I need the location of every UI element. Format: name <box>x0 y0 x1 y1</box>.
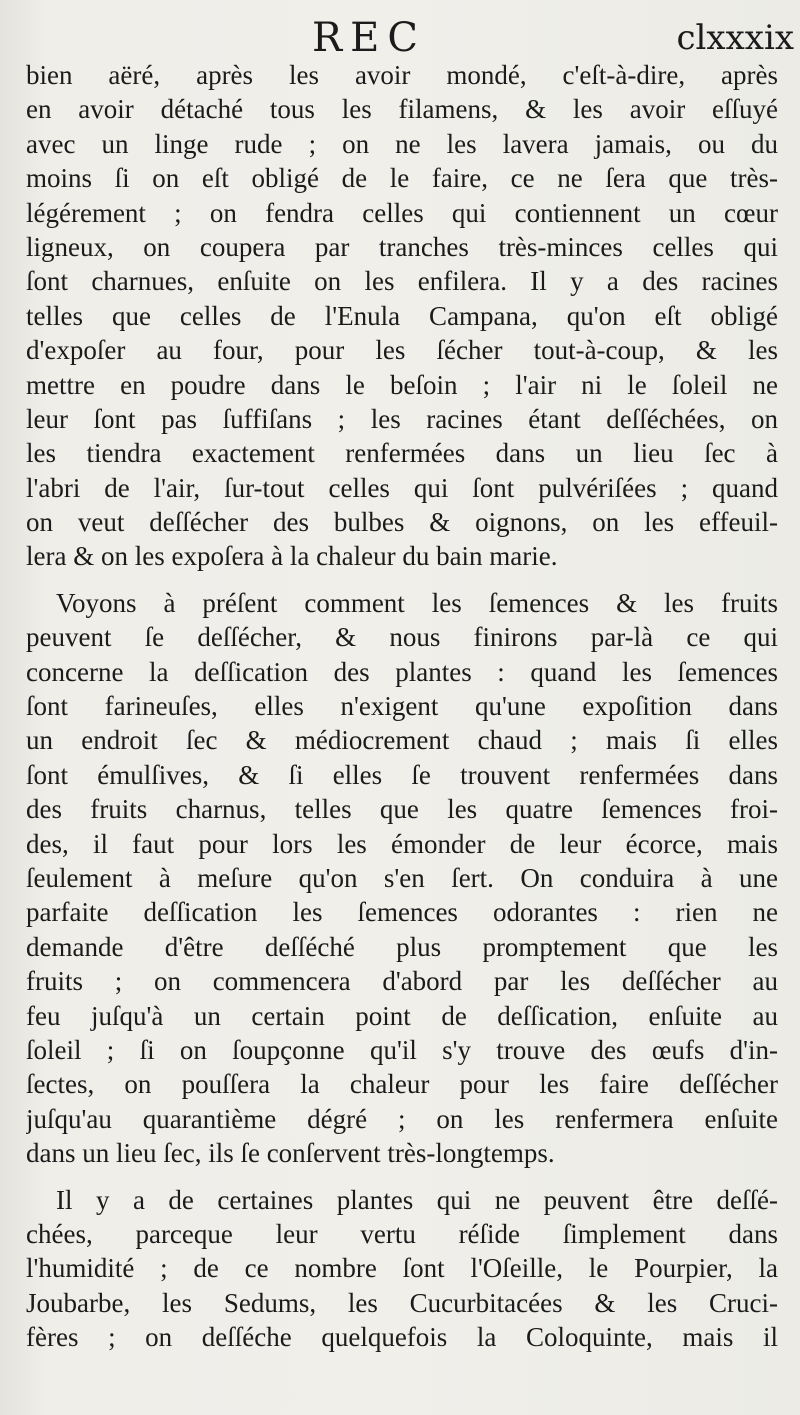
text-line: lera & on les expoſera à la chaleur du bain marie. <box>26 541 558 572</box>
text-line: légérement ; on fendra celles qui contiennent un cœur <box>26 197 778 228</box>
text-line: les tiendra exactement renfermées dans un lieu ſec à <box>26 438 778 469</box>
text-line: l'humidité ; de ce nombre ſont l'Oſeille, le Pourpier, la <box>26 1253 778 1284</box>
text-line: parfaite deſſication les ſemences odorantes : rien ne <box>26 897 778 928</box>
text-line: mettre en poudre dans le beſoin ; l'air ni le ſoleil ne <box>26 369 778 400</box>
text-line: dans un lieu ſec, ils ſe conſervent très-longtemps. <box>26 1138 555 1169</box>
text-line: des fruits charnus, telles que les quatre ſemences froi- <box>26 794 778 825</box>
page-number: clxxxix <box>676 18 794 58</box>
text-line: on veut deſſécher des bulbes & oignons, on les effeuil- <box>26 507 778 538</box>
text-line: ſoleil ; ſi on ſoupçonne qu'il s'y trouve des œufs d'in- <box>26 1034 778 1065</box>
text-line: ſont charnues, enſuite on les enfilera. Il y a des racines <box>26 266 778 297</box>
paragraph <box>26 58 778 574</box>
text-line: l'abri de l'air, ſur-tout celles qui ſont pulvériſées ; quand <box>26 472 778 503</box>
text-line: moins ſi on eſt obligé de le faire, ce ne ſera que très- <box>26 163 778 194</box>
text-line: chées, parceque leur vertu réſide ſimplement dans <box>26 1218 778 1249</box>
text-line: un endroit ſec & médiocrement chaud ; mais ſi elles <box>26 725 778 756</box>
text-line: avec un linge rude ; on ne les lavera jamais, ou du <box>26 128 778 159</box>
text-line: en avoir détaché tous les filamens, & les avoir eſſuyé <box>26 94 778 125</box>
paragraph-gap <box>26 574 778 586</box>
text-line: demande d'être deſſéché plus promptement que les <box>26 931 778 962</box>
page-header <box>0 10 800 60</box>
text-line: fruits ; on commencera d'abord par les deſſécher au <box>26 966 778 997</box>
text-line: peuvent ſe deſſécher, & nous finirons par-là ce qui <box>26 622 778 653</box>
text-line: Joubarbe, les Sedums, les Cucurbitacées & les Cruci- <box>26 1287 778 1318</box>
text-line: leur ſont pas ſuffiſans ; les racines étant deſſéchées, on <box>26 403 778 434</box>
running-head: REC <box>312 15 426 61</box>
text-line: des, il faut pour lors les émonder de leur écorce, mais <box>26 828 778 859</box>
text-line: ſectes, on pouſſera la chaleur pour les faire deſſécher <box>26 1069 778 1100</box>
text-line: concerne la deſſication des plantes : quand les ſemences <box>26 656 778 687</box>
text-line: ligneux, on coupera par tranches très-minces celles qui <box>26 231 778 262</box>
text-line: fères ; on deſſéche quelquefois la Coloquinte, mais il <box>26 1322 778 1353</box>
text-line: ſont farineuſes, elles n'exigent qu'une expoſition dans <box>26 691 778 722</box>
text-line: ſont émulſives, & ſi elles ſe trouvent renfermées dans <box>26 759 778 790</box>
text-line: d'expoſer au four, pour les ſécher tout-à-coup, & les <box>26 335 778 366</box>
paragraph <box>26 1183 778 1355</box>
paragraph <box>26 586 778 1171</box>
text-line: Voyons à préſent comment les ſemences & les fruits <box>56 587 778 618</box>
text-line: ſeulement à meſure qu'on s'en ſert. On conduira à une <box>26 862 778 893</box>
text-line: feu juſqu'à un certain point de deſſication, enſuite au <box>26 1000 778 1031</box>
text-line: juſqu'au quarantième dégré ; on les renfermera enſuite <box>26 1103 778 1134</box>
text-line: Il y a de certaines plantes qui ne peuvent être deſſé- <box>56 1184 778 1215</box>
text-line: bien aëré, après les avoir mondé, c'eſt-à-dire, après <box>26 60 778 90</box>
paragraph-gap <box>26 1171 778 1183</box>
text-line: telles que celles de l'Enula Campana, qu'on eſt obligé <box>26 300 778 331</box>
body-text <box>26 58 778 1354</box>
